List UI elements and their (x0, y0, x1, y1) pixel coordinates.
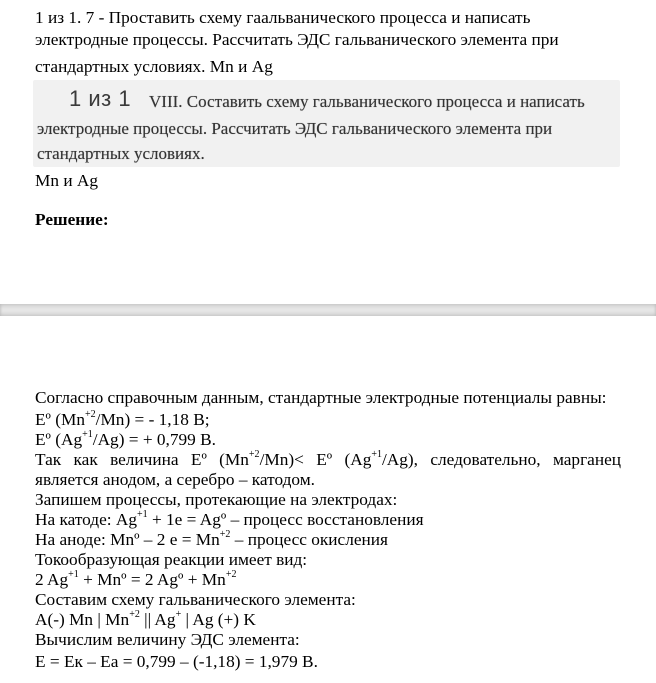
embedded-line-1: VIII. Составить схему гальванического процесса и написать (149, 92, 585, 111)
emf-title: Вычислим величину ЭДС элемента: (35, 630, 300, 649)
solution-heading: Решение: (35, 210, 109, 229)
embedded-task-image (33, 80, 620, 167)
intro-line: Согласно справочным данным, стандартные электродные потенциалы равны: (35, 388, 607, 407)
cell-scheme: A(-) Mn | $Mn^{+2}$ || Ag+ | Ag (+) K (35, 609, 256, 629)
document-page-2 (0, 316, 656, 683)
embedded-line-3: стандартных условиях. (37, 144, 205, 163)
embedded-line-2: электродные процессы. Рассчитать ЭДС гальванического элемента при (37, 119, 553, 138)
comparison-line: Так как величина Eº $(Mn^{+2}/Mn)<$ Eº $(Ag^{+1}/Ag)$, следовательно, марганец (35, 449, 622, 469)
metals-line: Mn и Ag (35, 171, 99, 190)
reaction-equation: 2 $Ag^{+1}$ + Mnº = 2 Agº + $Mn^{+2}$ (35, 569, 237, 589)
page-badge: 1 из 1 (69, 86, 132, 111)
scheme-title: Составим схему гальванического элемента: (35, 590, 356, 609)
potential-mn: Eº $(Mn^{+2}/Mn)$ = - 1,18 В; (35, 409, 210, 429)
potential-ag: Eº $(Ag^{+1}/Ag)$ = + 0,799 В. (35, 429, 216, 449)
anode-cathode-line: является анодом, а серебро – катодом. (35, 470, 315, 489)
task-line-2: электродные процессы. Рассчитать ЭДС гальванического элемента при (35, 30, 559, 49)
anode-process: На аноде: Mnº – 2 $e = Mn^{+2}$ – процесс окисления (35, 529, 388, 549)
page-divider (0, 304, 656, 316)
task-line-1: 1 из 1. 7 - Проставить схему гаальванического процесса и написать (35, 8, 531, 27)
emf-equation: E = Eк – Eа = 0,799 – (-1,18) = 1,979 В. (35, 652, 318, 671)
reaction-title: Токообразующая реакции имеет вид: (35, 550, 308, 569)
document-page-1 (0, 0, 656, 304)
task-line-3: стандартных условиях. Mn и Ag (35, 57, 273, 76)
cathode-process: На катоде: $Ag^{+1} + 1e$ = Agº – процесс восстановления (35, 509, 424, 529)
processes-title: Запишем процессы, протекающие на электродах: (35, 490, 398, 509)
